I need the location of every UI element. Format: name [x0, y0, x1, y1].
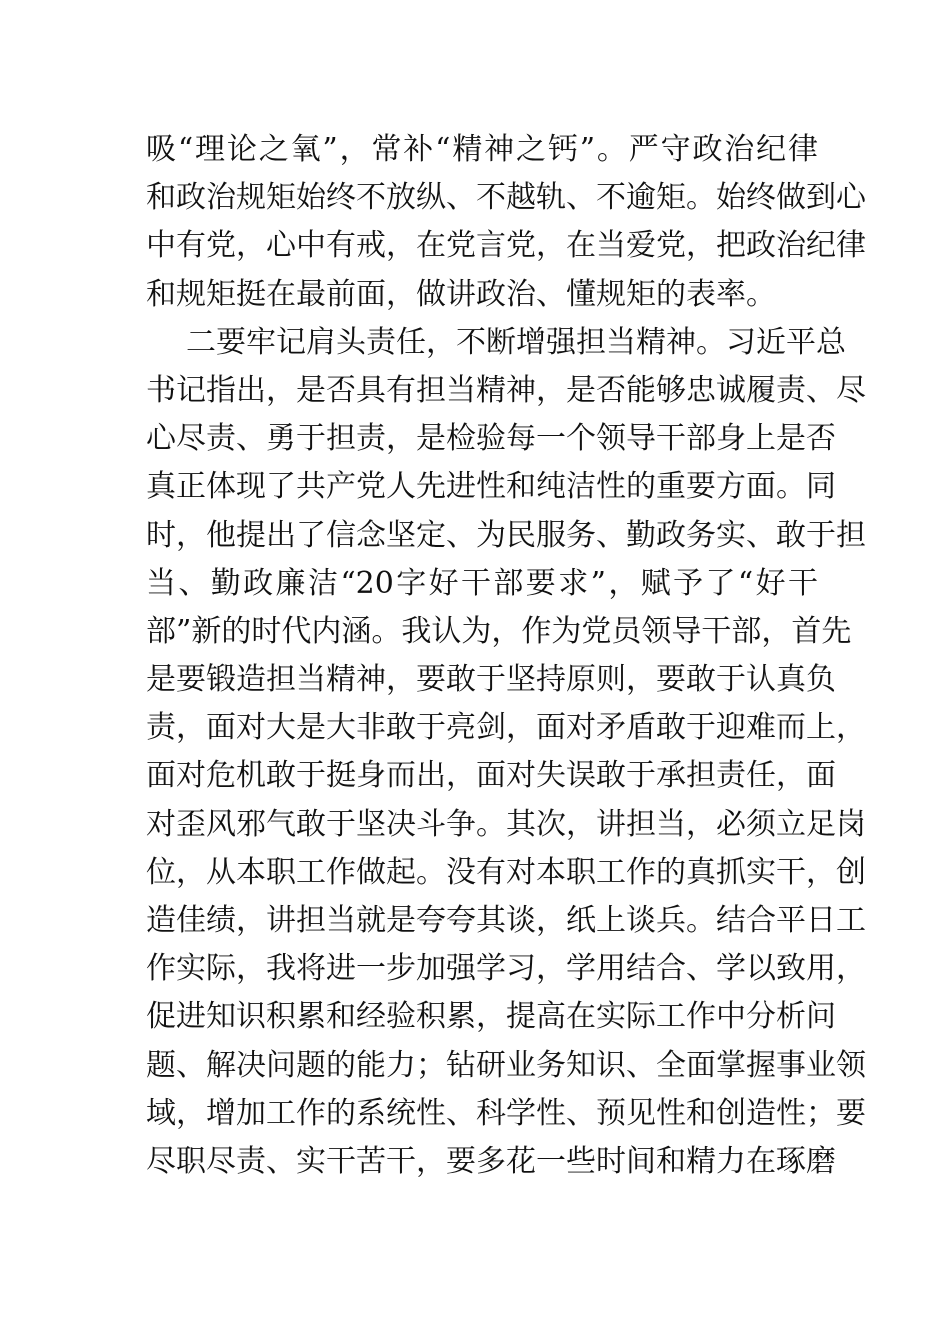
text-line: 位，从本职工作做起。没有对本职工作的真抓实干，创: [146, 854, 866, 890]
text-line: 部”新的时代内涵。我认为，作为党员领导干部，首先: [146, 613, 852, 649]
text-line: 吸“理论之氧”，常补“精神之钙”。严守政治纪律: [146, 132, 818, 167]
text-line: 题、解决问题的能力；钻研业务知识、全面掌握事业领: [146, 1047, 866, 1083]
text-line: 二要牢记肩头责任，不断增强担当精神。习近平总: [186, 324, 846, 360]
text-line: 真正体现了共产党人先进性和纯洁性的重要方面。同: [146, 469, 836, 505]
text-line: 促进知识积累和经验积累，提高在实际工作中分析问: [146, 999, 836, 1035]
text-line: 心尽责、勇于担责，是检验每一个领导干部身上是否: [146, 421, 836, 457]
text-line: 对歪风邪气敢于坚决斗争。其次，讲担当，必须立足岗: [146, 806, 866, 842]
text-line: 责，面对大是大非敢于亮剑，面对矛盾敢于迎难而上，: [146, 710, 866, 746]
text-line: 和政治规矩始终不放纵、不越轨、不逾矩。始终做到心: [146, 180, 866, 216]
text-line: 书记指出，是否具有担当精神，是否能够忠诚履责、尽: [146, 372, 866, 408]
paragraph-1: [146, 126, 866, 319]
text-line: 域，增加工作的系统性、科学性、预见性和创造性；要: [146, 1095, 866, 1131]
text-line: 和规矩挺在最前面，做讲政治、懂规矩的表率。: [146, 276, 776, 312]
text-line: 面对危机敢于挺身而出，面对失误敢于承担责任，面: [146, 758, 836, 794]
text-line: 中有党，心中有戒，在党言党，在当爱党，把政治纪律: [146, 228, 866, 264]
text-line: 当、勤政廉洁“20字好干部要求”，赋予了“好干: [146, 565, 818, 601]
text-line: 作实际，我将进一步加强学习，学用结合、学以致用，: [146, 951, 866, 987]
text-line: 是要锻造担当精神，要敢于坚持原则，要敢于认真负: [146, 662, 836, 698]
text-line: 时，他提出了信念坚定、为民服务、勤政务实、敢于担: [146, 517, 866, 553]
text-line: 尽职尽责、实干苦干，要多花一些时间和精力在琢磨: [146, 1143, 836, 1179]
paragraph-2: [146, 319, 866, 1186]
body-text: [146, 126, 866, 1186]
text-line: 造佳绩，讲担当就是夸夸其谈，纸上谈兵。结合平日工: [146, 903, 866, 938]
